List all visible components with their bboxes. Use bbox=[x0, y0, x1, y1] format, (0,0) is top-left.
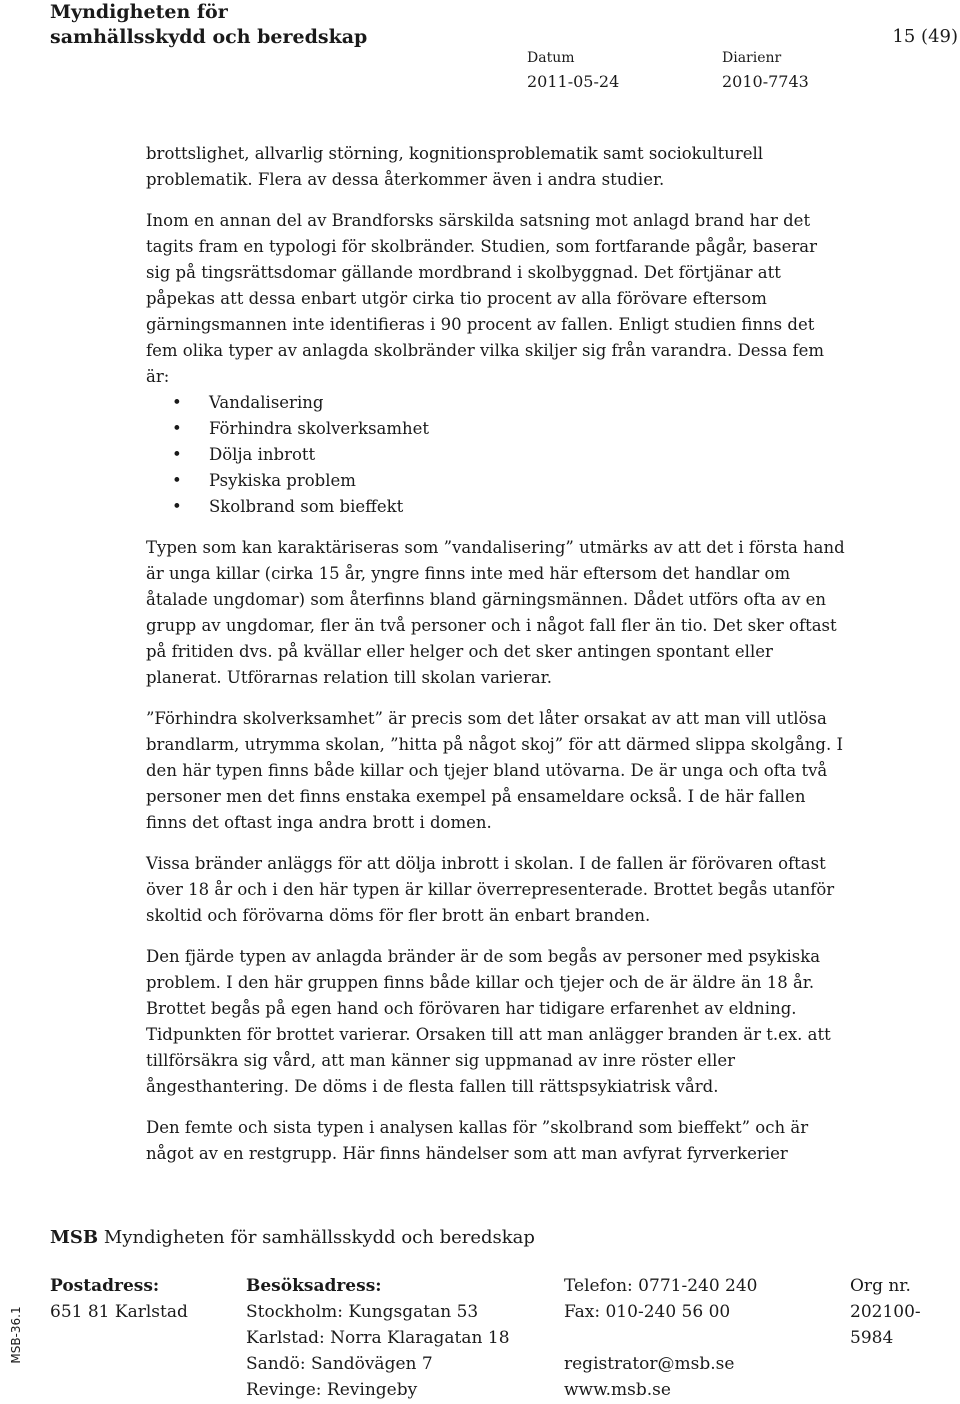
list-item bbox=[146, 494, 846, 520]
footer-orgnr bbox=[850, 1273, 921, 1351]
typology-list bbox=[146, 390, 846, 520]
paragraph-1: brottslighet, allvarlig störning, kognitionsproblematik samt sociokulturell problematik. Flera av dessa återkommer även i andra studier. bbox=[146, 144, 764, 189]
footer-postal bbox=[50, 1273, 188, 1325]
bullet-icon: • bbox=[172, 393, 182, 412]
visit-label: Besöksadress: bbox=[246, 1276, 382, 1296]
date-label: Datum bbox=[527, 50, 575, 66]
organization-name-line1: Myndigheten för bbox=[50, 1, 228, 23]
list-item-label: Psykiska problem bbox=[209, 471, 356, 490]
page-number: 15 (49) bbox=[892, 26, 958, 47]
footer-contact bbox=[564, 1273, 758, 1403]
website-link[interactable]: www.msb.se bbox=[564, 1380, 671, 1400]
footer-spacer bbox=[564, 1325, 758, 1351]
paragraph-4: ”Förhindra skolverksamhet” är precis som det låter orsakat av att man vill utlösa brandlarm, utrymma skolan, ”hitta på något skoj” för att därmed slippa skolgång. I den här typen finns både killar och tjejer bland utövarna. De är unga och ofta två personer men det finns enstaka exempel på ensameldare också. I de här fallen finns det oftast inga andra brott i domen. bbox=[146, 709, 843, 832]
paragraph-7: Den femte och sista typen i analysen kallas för ”skolbrand som bieffekt” och är något av en restgrupp. Här finns händelser som att man avfyrat fyrverkerier bbox=[146, 1118, 809, 1163]
reference-label: Diarienr bbox=[722, 50, 782, 66]
list-item-label: Vandalisering bbox=[209, 393, 324, 412]
footer-title bbox=[50, 1227, 535, 1248]
msb-logo-text: MSB bbox=[50, 1227, 99, 1248]
bullet-icon: • bbox=[172, 419, 182, 438]
fax-text: Fax: 010-240 56 00 bbox=[564, 1302, 731, 1322]
bullet-icon: • bbox=[172, 445, 182, 464]
list-item-label: Förhindra skolverksamhet bbox=[209, 419, 430, 438]
document-body bbox=[146, 141, 846, 1182]
bullet-icon: • bbox=[172, 497, 182, 516]
list-item bbox=[146, 416, 846, 442]
list-item-label: Skolbrand som bieffekt bbox=[209, 497, 404, 516]
list-item bbox=[146, 390, 846, 416]
visit-line: Stockholm: Kungsgatan 53 bbox=[246, 1302, 479, 1322]
orgnr-line2: 5984 bbox=[850, 1328, 894, 1348]
orgnr-line1: 202100- bbox=[850, 1302, 921, 1322]
reference-block bbox=[722, 46, 809, 94]
bullet-icon: • bbox=[172, 471, 182, 490]
organization-name-line2: samhällsskydd och beredskap bbox=[50, 26, 368, 48]
visit-line: Revinge: Revingeby bbox=[246, 1380, 418, 1400]
postal-label: Postadress: bbox=[50, 1276, 160, 1296]
orgnr-label: Org nr. bbox=[850, 1276, 911, 1296]
visit-line: Karlstad: Norra Klaragatan 18 bbox=[246, 1328, 510, 1348]
paragraph-3: Typen som kan karaktäriseras som ”vandalisering” utmärks av att det i första hand är unga killar (cirka 15 år, yngre finns inte med här eftersom det handlar om åtalade ungdomar) som återfinns bland gärningsmännen. Dådet utförs ofta av en grupp av ungdomar, fler än två personer och i något fall fler än tio. Det sker oftast på fritiden dvs. på kvällar eller helger och det sker antingen spontant eller planerat. Utförarnas relation till skolan varierar. bbox=[146, 538, 845, 687]
document-code: MSB-36.1 bbox=[9, 1306, 23, 1364]
list-item bbox=[146, 468, 846, 494]
list-item bbox=[146, 442, 846, 468]
date-block bbox=[527, 46, 619, 94]
reference-value: 2010-7743 bbox=[722, 72, 809, 91]
phone-text: Telefon: 0771-240 240 bbox=[564, 1276, 758, 1296]
postal-value: 651 81 Karlstad bbox=[50, 1302, 188, 1322]
organization-name bbox=[50, 0, 367, 50]
paragraph-5: Vissa bränder anläggs för att dölja inbrott i skolan. I de fallen är förövaren oftast över 18 år och i den här typen är killar överrepresenterade. Brottet begås utanför skoltid och förövarna döms för fler brott än enbart branden. bbox=[146, 854, 835, 925]
footer-org-name: Myndigheten för samhällsskydd och beredskap bbox=[103, 1227, 535, 1248]
paragraph-2: Inom en annan del av Brandforsks särskilda satsning mot anlagd brand har det tagits fram en typologi för skolbränder. Studien, som fortfarande pågår, baserar sig på tingsrättsdomar gällande mordbrand i skolbyggnad. Det förtjänar att påpekas att dessa enbart utgör cirka tio procent av alla förövare eftersom gärningsmannen inte identifieras i 90 procent av fallen. Enligt studien finns det fem olika typer av anlagda skolbränder vilka skiljer sig från varandra. Dessa fem är: bbox=[146, 211, 825, 386]
paragraph-6: Den fjärde typen av anlagda bränder är de som begås av personer med psykiska problem. I den här gruppen finns både killar och tjejer och de är äldre än 18 år. Brottet begås på egen hand och förövaren har tidigare erfarenhet av eldning. Tidpunkten för brottet varierar. Orsaken till att man anlägger branden är t.ex. att tillförsäkra sig vård, att man känner sig uppmanad av inre röster eller ångesthantering. De döms i de flesta fallen till rättspsykiatrisk vård. bbox=[146, 947, 831, 1096]
visit-line: Sandö: Sandövägen 7 bbox=[246, 1354, 433, 1374]
list-item-label: Dölja inbrott bbox=[209, 445, 316, 464]
date-value: 2011-05-24 bbox=[527, 72, 620, 91]
footer-visit bbox=[246, 1273, 510, 1403]
email-link[interactable]: registrator@msb.se bbox=[564, 1354, 735, 1374]
